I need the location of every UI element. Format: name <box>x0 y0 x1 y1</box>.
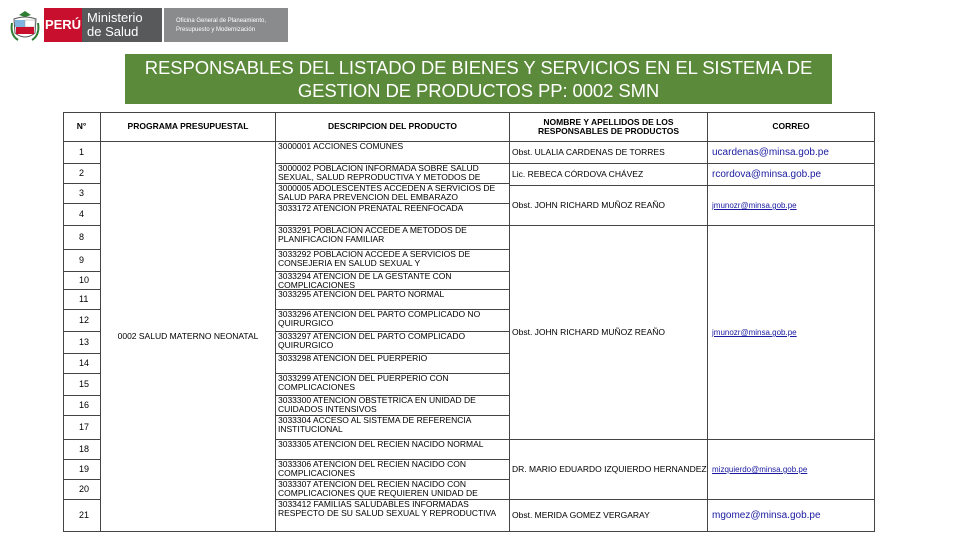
office-label: Oficina General de Planeamiento, Presupuesto y Modernización <box>176 18 267 33</box>
program-cell: 0002 SALUD MATERNO NEONATAL <box>101 142 276 532</box>
products-table <box>63 112 875 532</box>
email-2: rcordova@minsa.gob.pe <box>708 164 875 186</box>
product-description: 3033304 ACCESO AL SISTEMA DE REFERENCIA INSTITUCIONAL <box>276 416 510 440</box>
row-number: 3 <box>63 184 101 204</box>
row-number: 10 <box>63 272 101 290</box>
product-description: 3033292 POBLACION ACCEDE A SERVICIOS DE CONSEJERIA EN SALUD SEXUAL Y <box>276 250 510 272</box>
row-number: 8 <box>63 226 101 250</box>
email-5: mizquierdo@minsa.gob.pe <box>708 440 875 500</box>
email-3: jmunozr@minsa.gob.pe <box>708 186 875 226</box>
product-description: 3033306 ATENCION DEL RECIEN NACIDO CON COMPLICACIONES <box>276 460 510 480</box>
product-description: 3000005 ADOLESCENTES ACCEDEN A SERVICIOS DE SALUD PARA PREVENCION DEL EMBARAZO <box>276 184 510 204</box>
responsible-6: Obst. MERIDA GOMEZ VERGARAY <box>510 500 708 532</box>
row-number: 19 <box>63 460 101 480</box>
row-number: 15 <box>63 374 101 396</box>
page-header <box>0 0 960 50</box>
row-number: 18 <box>63 440 101 460</box>
header-responsible: NOMBRE Y APELLIDOS DE LOS RESPONSABLES DE PRODUCTOS <box>510 112 708 142</box>
title-banner <box>125 54 832 104</box>
page-title: RESPONSABLES DEL LISTADO DE BIENES Y SERVICIOS EN EL SISTEMA DE GESTION DE PRODUCTOS PP: 0002 SMN <box>144 57 813 101</box>
email-4: jmunozr@minsa.gob.pe <box>708 226 875 440</box>
product-description: 3033299 ATENCION DEL PUERPERIO CON COMPLICACIONES <box>276 374 510 396</box>
product-description: 3033307 ATENCION DEL RECIEN NACIDO CON COMPLICACIONES QUE REQUIEREN UNIDAD DE <box>276 480 510 500</box>
header-program: PROGRAMA PRESUPUESTAL <box>101 112 276 142</box>
row-number: 17 <box>63 416 101 440</box>
ministry-logo <box>82 8 162 42</box>
product-description: 3033172 ATENCION PRENATAL REENFOCADA <box>276 204 510 226</box>
product-description: 3033412 FAMILIAS SALUDABLES INFORMADAS RESPECTO DE SU SALUD SEXUAL Y REPRODUCTIVA <box>276 500 510 532</box>
country-label: PERÚ <box>44 17 82 32</box>
product-description: 3033294 ATENCION DE LA GESTANTE CON COMPLICACIONES <box>276 272 510 290</box>
peru-coat-of-arms-icon <box>10 9 40 43</box>
product-description: 3033305 ATENCION DEL RECIEN NACIDO NORMAL <box>276 440 510 460</box>
responsible-5: DR. MARIO EDUARDO IZQUIERDO HERNANDEZ <box>510 440 708 500</box>
product-description: 3033295 ATENCION DEL PARTO NORMAL <box>276 290 510 310</box>
responsible-4: Obst. JOHN RICHARD MUÑOZ REAÑO <box>510 226 708 440</box>
responsible-3: Obst. JOHN RICHARD MUÑOZ REAÑO <box>510 186 708 226</box>
row-number: 20 <box>63 480 101 500</box>
product-description: 3000001 ACCIONES COMUNES <box>276 142 510 164</box>
responsible-2: Lic. REBECA CÓRDOVA CHÁVEZ <box>510 164 708 186</box>
product-description: 3000002 POBLACION INFORMADA SOBRE SALUD SEXUAL, SALUD REPRODUCTIVA Y METODOS DE <box>276 164 510 184</box>
row-number: 11 <box>63 290 101 310</box>
header-num: N° <box>63 112 101 142</box>
row-number: 14 <box>63 354 101 374</box>
row-number: 13 <box>63 332 101 354</box>
header-email: CORREO <box>708 112 875 142</box>
row-number: 12 <box>63 310 101 332</box>
product-description: 3033296 ATENCION DEL PARTO COMPLICADO NO QUIRURGICO <box>276 310 510 332</box>
product-description: 3033291 POBLACION ACCEDE A METODOS DE PLANIFICACION FAMILIAR <box>276 226 510 250</box>
responsible-1: Obst. ULALIA CARDENAS DE TORRES <box>510 142 708 164</box>
header-product: DESCRIPCION DEL PRODUCTO <box>276 112 510 142</box>
row-number: 1 <box>63 142 101 164</box>
row-number: 2 <box>63 164 101 184</box>
row-number: 9 <box>63 250 101 272</box>
row-number: 21 <box>63 500 101 532</box>
email-6: mgomez@minsa.gob.pe <box>708 500 875 532</box>
row-number: 16 <box>63 396 101 416</box>
office-box <box>164 8 288 42</box>
peru-logo <box>44 8 82 42</box>
email-1: ucardenas@minsa.gob.pe <box>708 142 875 164</box>
ministry-label: Ministerio de Salud <box>87 10 143 39</box>
product-description: 3033297 ATENCION DEL PARTO COMPLICADO QUIRURGICO <box>276 332 510 354</box>
product-description: 3033298 ATENCION DEL PUERPERIO <box>276 354 510 374</box>
product-description: 3033300 ATENCION OBSTETRICA EN UNIDAD DE CUIDADOS INTENSIVOS <box>276 396 510 416</box>
row-number: 4 <box>63 204 101 226</box>
